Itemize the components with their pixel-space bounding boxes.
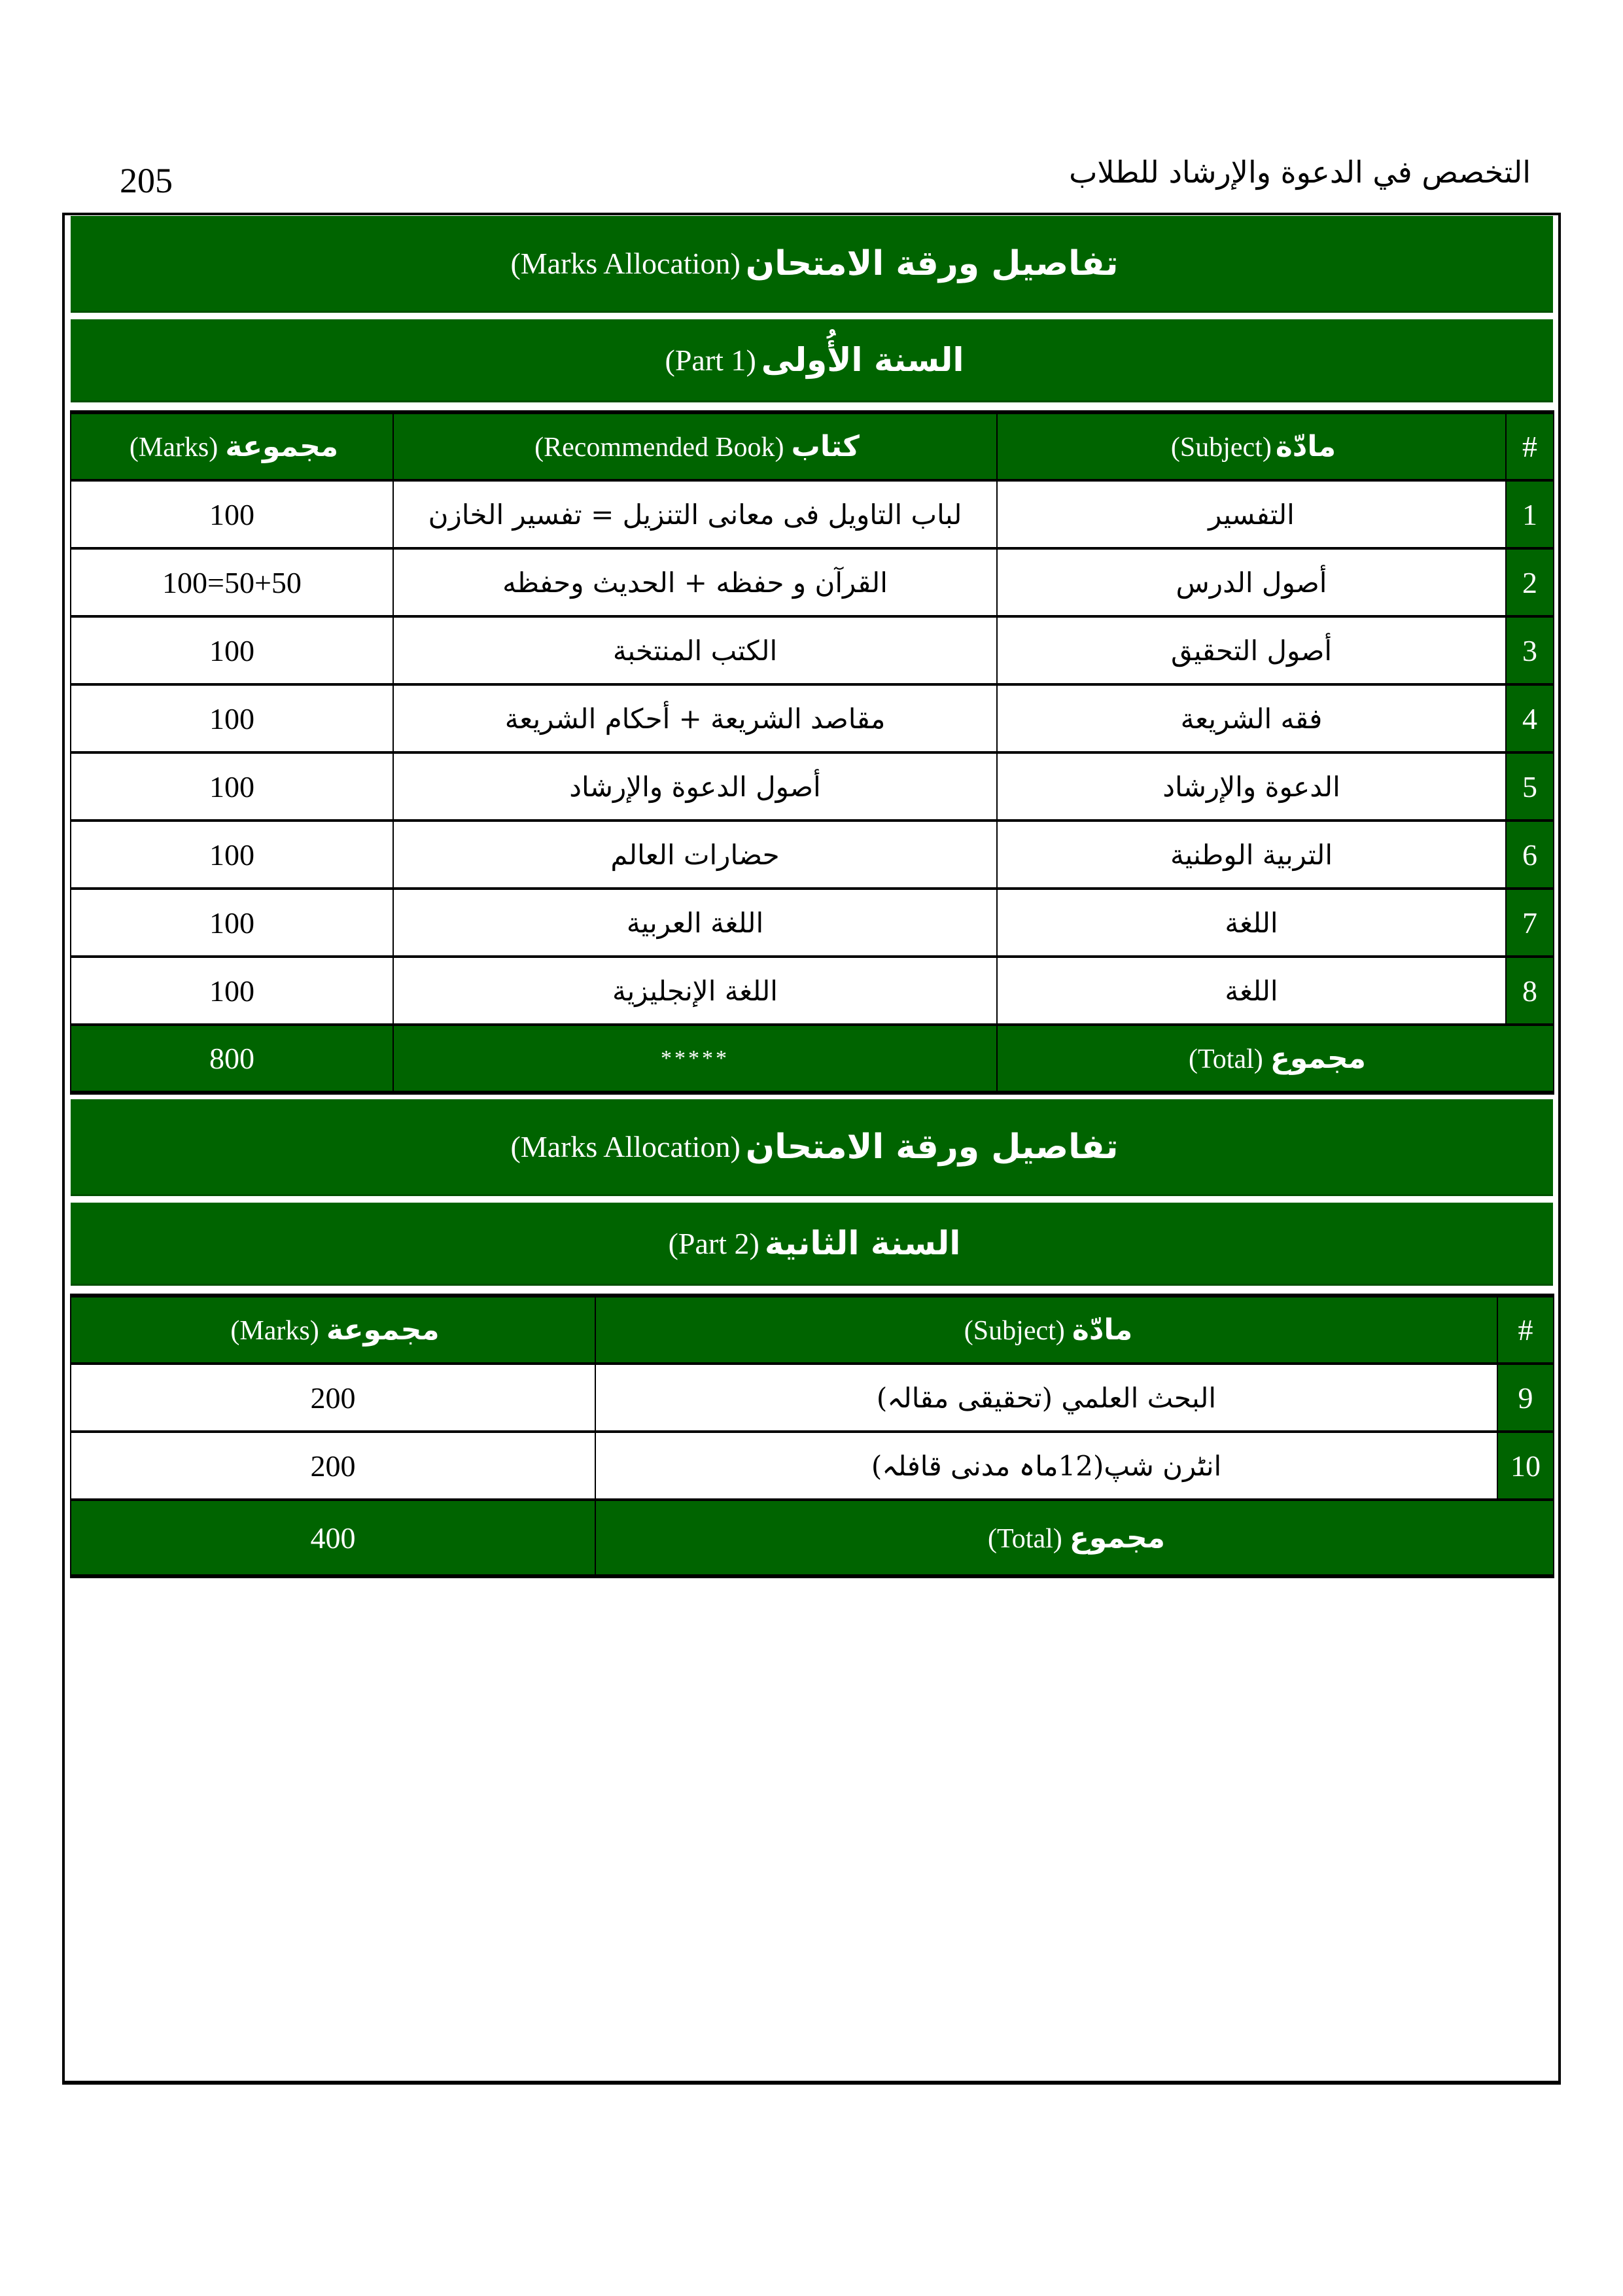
col-header-marks [71, 412, 393, 480]
col-header-num: # [1506, 412, 1554, 480]
marks-header-en: (Marks) [129, 433, 218, 463]
subject-header-ar: مادّة [1072, 1313, 1133, 1347]
marks-header-ar: مجموعة [326, 1313, 440, 1347]
table-row [71, 480, 1554, 548]
marks-header-ar: مجموعة [225, 430, 339, 463]
book-cell: حضارات العالم [393, 821, 997, 889]
marks-cell: 100 [71, 821, 393, 889]
subject-cell: البحث العلمي (تحقیقی مقالہ) [595, 1364, 1497, 1432]
year-title-en: (Part 1) [665, 343, 756, 377]
table-row [71, 957, 1554, 1025]
table-row [71, 1432, 1554, 1500]
part2-marks-table [70, 1294, 1554, 1578]
total-label-en: (Total) [1189, 1044, 1263, 1074]
row-number: 5 [1506, 752, 1554, 821]
table-row [71, 684, 1554, 752]
row-number: 8 [1506, 957, 1554, 1025]
total-label-ar: مجموع [1270, 1042, 1366, 1075]
book-cell: اللغة الإنجليزية [393, 957, 997, 1025]
subject-cell: اللغة [997, 889, 1506, 957]
table-row [71, 1364, 1554, 1432]
total-label [595, 1500, 1554, 1576]
col-header-book [393, 412, 997, 480]
row-number: 9 [1497, 1364, 1554, 1432]
total-book-placeholder: ***** [393, 1025, 997, 1093]
total-label-en: (Total) [988, 1523, 1062, 1554]
marks-cell: 200 [71, 1364, 595, 1432]
total-marks: 800 [71, 1025, 393, 1093]
subject-cell: التربية الوطنية [997, 821, 1506, 889]
row-number: 6 [1506, 821, 1554, 889]
part1-marks-table [70, 410, 1554, 1095]
row-number: 3 [1506, 616, 1554, 684]
subject-header-ar: مادّة [1275, 430, 1336, 463]
row-number: 7 [1506, 889, 1554, 957]
running-title: التخصص في الدعوة والإرشاد للطلاب [1069, 154, 1531, 190]
banner-title-ar: تفاصيل ورقة الامتحان [745, 1127, 1119, 1167]
subject-cell: فقه الشريعة [997, 684, 1506, 752]
page-number: 205 [120, 161, 173, 200]
col-header-num: # [1497, 1296, 1554, 1364]
year-title-ar: السنة الثانية [764, 1224, 961, 1262]
marks-cell: 100 [71, 684, 393, 752]
year-title-ar: السنة الأُولى [761, 341, 964, 379]
col-header-marks [71, 1296, 595, 1364]
book-cell: القرآن و حفظه + الحديث وحفظه [393, 548, 997, 616]
banner-title-ar: تفاصيل ورقة الامتحان [745, 243, 1119, 283]
row-number: 2 [1506, 548, 1554, 616]
col-header-subject [997, 412, 1506, 480]
total-marks: 400 [71, 1500, 595, 1576]
marks-cell: 100=50+50 [71, 548, 393, 616]
row-number: 4 [1506, 684, 1554, 752]
table-header-row [71, 412, 1554, 480]
book-header-en: (Recommended Book) [534, 433, 784, 463]
total-label [997, 1025, 1554, 1093]
book-header-ar: كتاب [791, 430, 860, 463]
subject-cell: التفسير [997, 480, 1506, 548]
total-row [71, 1500, 1554, 1576]
marks-header-en: (Marks) [230, 1316, 319, 1346]
table-header-row [71, 1296, 1554, 1364]
subject-cell: اللغة [997, 957, 1506, 1025]
book-cell: لباب التاويل فى معانى التنزيل = تفسير الخازن [393, 480, 997, 548]
book-cell: اللغة العربية [393, 889, 997, 957]
part1-marks-allocation-banner [71, 216, 1553, 313]
book-cell: مقاصد الشريعة + أحكام الشريعة [393, 684, 997, 752]
book-cell: أصول الدعوة والإرشاد [393, 752, 997, 821]
subject-header-en: (Subject) [964, 1316, 1065, 1346]
marks-cell: 100 [71, 957, 393, 1025]
year-title-en: (Part 2) [668, 1226, 759, 1260]
part2-year-banner [71, 1203, 1553, 1286]
subject-header-en: (Subject) [1170, 433, 1272, 463]
marks-cell: 100 [71, 889, 393, 957]
part1-year-banner [71, 319, 1553, 402]
banner-title-en: (Marks Allocation) [510, 1130, 741, 1163]
book-cell: الكتب المنتخبة [393, 616, 997, 684]
col-header-subject [595, 1296, 1497, 1364]
table-row [71, 616, 1554, 684]
table-row [71, 821, 1554, 889]
part2-marks-allocation-banner [71, 1099, 1553, 1196]
subject-cell: أصول الدرس [997, 548, 1506, 616]
table-row [71, 752, 1554, 821]
marks-cell: 100 [71, 752, 393, 821]
row-number: 1 [1506, 480, 1554, 548]
subject-cell: انٹرن شپ(12ماہ مدنی قافلہ) [595, 1432, 1497, 1500]
row-number: 10 [1497, 1432, 1554, 1500]
subject-cell: الدعوة والإرشاد [997, 752, 1506, 821]
marks-cell: 200 [71, 1432, 595, 1500]
marks-cell: 100 [71, 480, 393, 548]
banner-title-en: (Marks Allocation) [510, 247, 741, 280]
total-row [71, 1025, 1554, 1093]
table-row [71, 548, 1554, 616]
total-label-ar: مجموع [1069, 1521, 1165, 1555]
subject-cell: أصول التحقيق [997, 616, 1506, 684]
table-row [71, 889, 1554, 957]
marks-cell: 100 [71, 616, 393, 684]
